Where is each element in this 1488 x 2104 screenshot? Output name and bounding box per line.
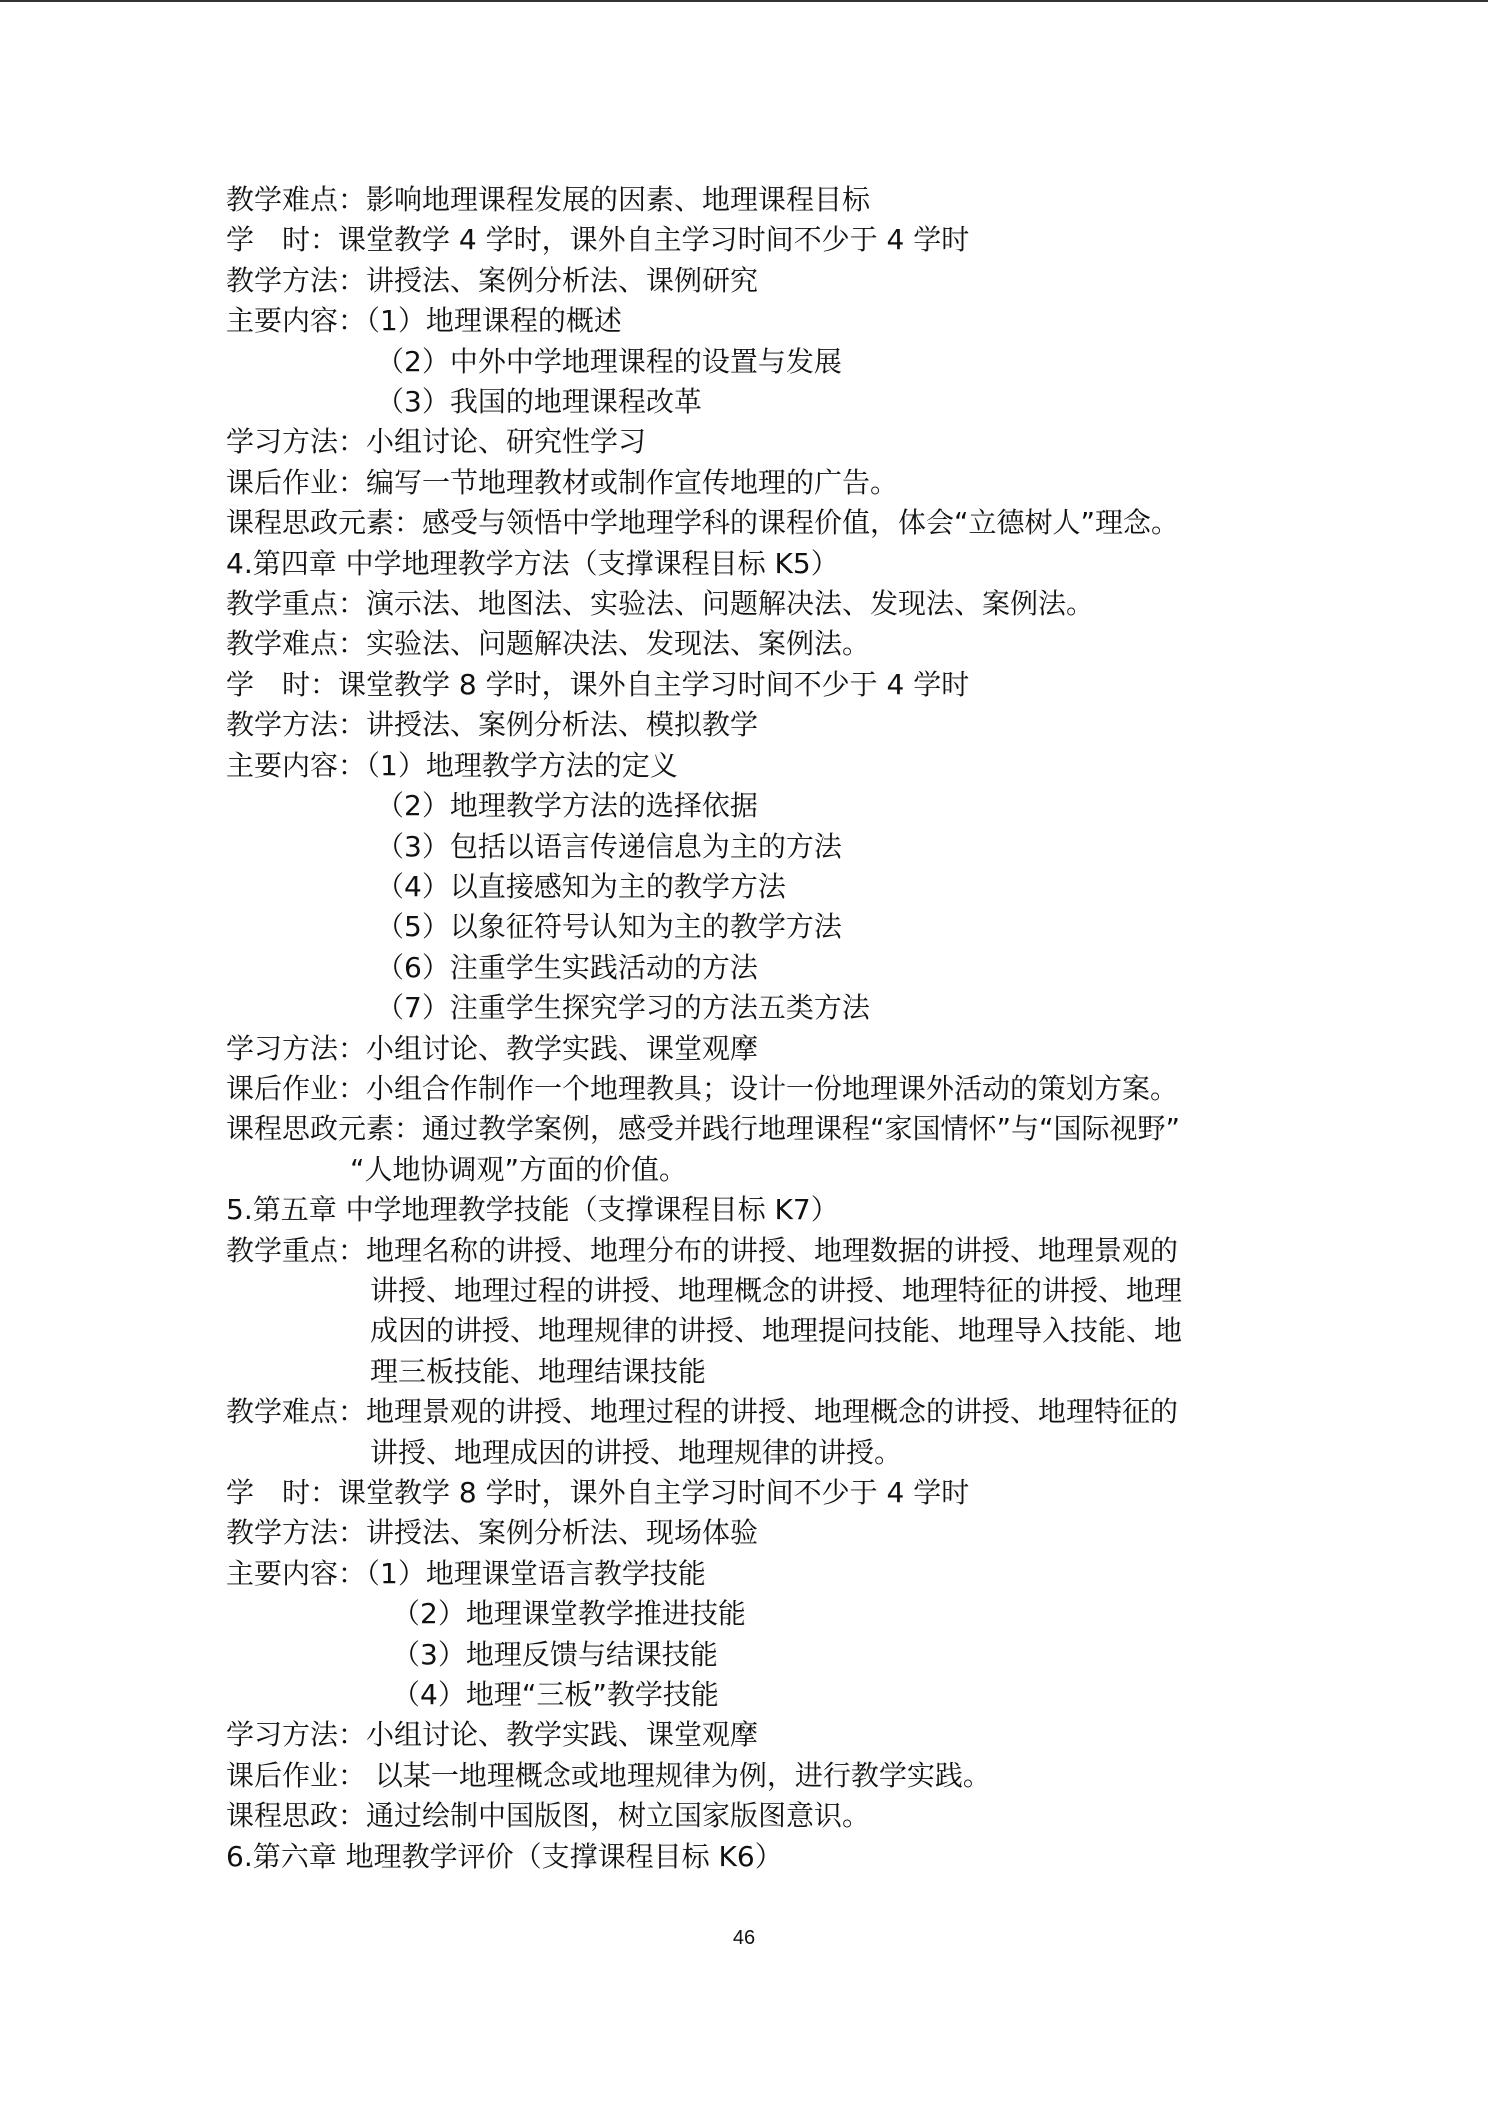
chapter-heading: 5.第五章 中学地理教学技能（支撑课程目标 K7） <box>226 1193 839 1227</box>
text-line: （2）地理教学方法的选择依据 <box>376 789 758 823</box>
text-line: 课后作业：小组合作制作一个地理教具；设计一份地理课外活动的策划方案。 <box>226 1071 1179 1105</box>
text-line: 教学重点：演示法、地图法、实验法、问题解决法、发现法、案例法。 <box>226 587 1095 621</box>
text-line: 课后作业： 以某一地理概念或地理规律为例，进行教学实践。 <box>226 1758 991 1792</box>
chapter-heading: 6.第六章 地理教学评价（支撑课程目标 K6） <box>226 1839 783 1873</box>
text-line: （5）以象征符号认知为主的教学方法 <box>376 910 842 944</box>
text-line: 教学难点：地理景观的讲授、地理过程的讲授、地理概念的讲授、地理特征的 <box>226 1395 1179 1429</box>
text-line: （3）包括以语言传递信息为主的方法 <box>376 829 842 863</box>
text-line: 成因的讲授、地理规律的讲授、地理提问技能、地理导入技能、地 <box>370 1314 1183 1348</box>
text-line: 课程思政元素：感受与领悟中学地理学科的课程价值，体会“立德树人”理念。 <box>226 506 1180 540</box>
chapter-heading: 4.第四章 中学地理教学方法（支撑课程目标 K5） <box>226 546 839 580</box>
text-line: 理三板技能、地理结课技能 <box>370 1354 707 1388</box>
text-line: 课程思政：通过绘制中国版图，树立国家版图意识。 <box>226 1799 871 1833</box>
text-line: 讲授、地理过程的讲授、地理概念的讲授、地理特征的讲授、地理 <box>370 1273 1183 1307</box>
text-line: 学习方法：小组讨论、教学实践、课堂观摩 <box>226 1718 759 1752</box>
text-line: （3）地理反馈与结课技能 <box>392 1637 718 1671</box>
page-top-border <box>0 0 1488 2</box>
text-line: “人地协调观”方面的价值。 <box>350 1152 688 1186</box>
text-line: 课程思政元素：通过教学案例，感受并践行地理课程“家国情怀”与“国际视野” <box>226 1112 1181 1146</box>
text-line: 学 时：课堂教学 8 学时，课外自主学习时间不少于 4 学时 <box>226 667 970 701</box>
text-line: 教学重点：地理名称的讲授、地理分布的讲授、地理数据的讲授、地理景观的 <box>226 1233 1179 1267</box>
text-line: 学 时：课堂教学 4 学时，课外自主学习时间不少于 4 学时 <box>226 223 970 257</box>
text-line: 教学难点：影响地理课程发展的因素、地理课程目标 <box>226 183 871 216</box>
text-line: 学习方法：小组讨论、研究性学习 <box>226 425 647 459</box>
text-line: （6）注重学生实践活动的方法 <box>376 950 758 984</box>
text-line: （4）以直接感知为主的教学方法 <box>376 869 786 903</box>
text-line: 课后作业：编写一节地理教材或制作宣传地理的广告。 <box>226 465 899 499</box>
page-number: 46 <box>732 1927 756 1949</box>
text-line: 教学方法：讲授法、案例分析法、课例研究 <box>226 263 759 297</box>
text-line: 教学方法：讲授法、案例分析法、现场体验 <box>226 1516 759 1550</box>
text-line: 主要内容：（1）地理课程的概述 <box>226 304 622 338</box>
text-line: （2）地理课堂教学推进技能 <box>392 1597 746 1631</box>
text-line: 主要内容：（1）地理课堂语言教学技能 <box>226 1556 706 1590</box>
text-line: （7）注重学生探究学习的方法五类方法 <box>376 991 870 1025</box>
text-line: 主要内容：（1）地理教学方法的定义 <box>226 748 678 782</box>
text-line: 教学难点：实验法、问题解决法、发现法、案例法。 <box>226 627 871 661</box>
text-line: （2）中外中学地理课程的设置与发展 <box>376 344 842 378</box>
text-line: （3）我国的地理课程改革 <box>376 385 702 419</box>
text-line: 讲授、地理成因的讲授、地理规律的讲授。 <box>370 1435 903 1469</box>
text-line: 学 时：课堂教学 8 学时，课外自主学习时间不少于 4 学时 <box>226 1476 970 1509</box>
document-body <box>226 180 1336 1877</box>
text-line: 学习方法：小组讨论、教学实践、课堂观摩 <box>226 1031 759 1065</box>
text-line: （4）地理“三板”教学技能 <box>392 1678 719 1712</box>
text-line: 教学方法：讲授法、案例分析法、模拟教学 <box>226 708 759 742</box>
